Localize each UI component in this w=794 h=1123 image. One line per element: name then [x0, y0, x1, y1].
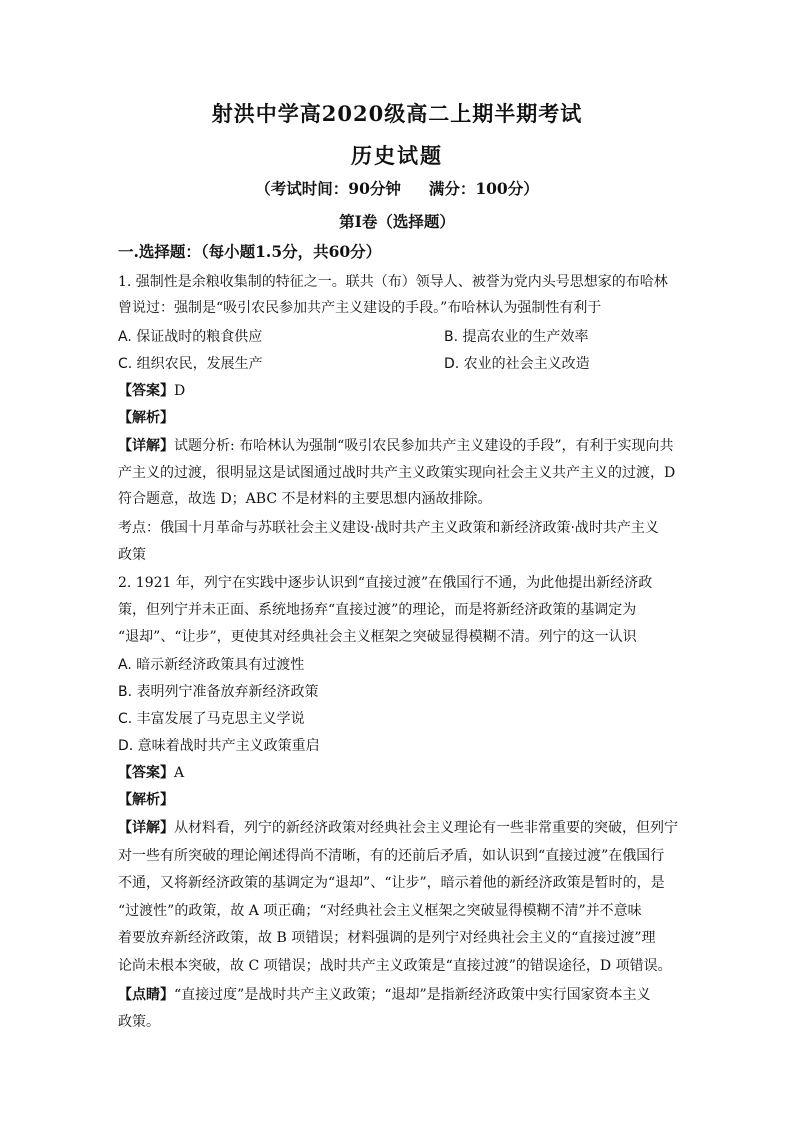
- exam-info: [0, 177, 794, 199]
- q1-stem-line-2: 曾说过：强制是“吸引农民参加共产主义建设的手段。”布哈林认为强制性有利于: [118, 300, 602, 316]
- q1-detail-line-1: 【详解】试题分析: 布哈林认为强制“吸引农民参加共产主义建设的手段”，有利于实现向共: [118, 438, 674, 454]
- q1-detail-line-2: 产主义的过渡，很明显这是试图通过战时共产主义政策实现向社会主义共产主义的过渡，D: [118, 465, 676, 481]
- time-label: （考试时间：90分钟: [255, 179, 401, 198]
- exam-title: 射洪中学高2020级高二上期半期考试: [211, 101, 583, 126]
- q1-point-line-1: 考点：俄国十月革命与苏联社会主义建设·战时共产主义政策和新经济政策·战时共产主义: [118, 520, 659, 536]
- q1-option-d: D. 农业的社会主义改造: [444, 356, 590, 372]
- q1-detail-line-3: 符合题意，故选 D；ABC 不是材料的主要思想内涵故排除。: [118, 491, 492, 507]
- q1-option-c: C. 组织农民，发展生产: [118, 356, 263, 372]
- q2-stem-line-1: 2. 1921 年，列宁在实践中逐步认识到“直接过渡”在俄国行不通，为此他提出新经济政: [118, 575, 653, 591]
- q1-option-b: B. 提高农业的生产效率: [444, 329, 589, 345]
- answer-value: A: [174, 765, 185, 781]
- score-label: 满分：100分）: [428, 179, 539, 198]
- q2-option-d: D. 意味着战时共产主义政策重启: [118, 738, 320, 754]
- q2-answer: [118, 763, 184, 783]
- q2-stem-line-2: 策，但列宁并未正面、系统地扬弃“直接过渡”的理论，而是将新经济政策的基调定为: [118, 602, 637, 618]
- q2-analysis-tag: 【解析】: [118, 792, 174, 808]
- answer-value: D: [174, 383, 186, 399]
- q2-detail-line-1: 【详解】从材料看，列宁的新经济政策对经典社会主义理论有一些非常重要的突破，但列宁: [118, 820, 678, 836]
- q2-note-line-1: 【点睛】“直接过度”是战时共产主义政策；“退却”是指新经济政策中实行国家资本主义: [118, 987, 651, 1003]
- q1-point-line-2: 政策: [118, 547, 146, 563]
- subject-title: 历史试题: [351, 143, 443, 168]
- q2-option-b: B. 表明列宁准备放弃新经济政策: [118, 684, 319, 700]
- q2-note-line-2: 政策。: [118, 1014, 160, 1030]
- part-title: 第Ⅰ卷（选择题）: [339, 212, 455, 231]
- q2-detail-line-3: 不通，又将新经济政策的基调定为“退却”、“让步”，暗示着他的新经济政策是暂时的，是: [118, 875, 665, 891]
- note-tag: 【点睛】: [118, 987, 174, 1003]
- q2-detail-line-6: 论尚未根本突破，故 C 项错误；战时共产主义政策是“直接过渡”的错误途径，D 项错误。: [118, 958, 672, 974]
- q2-detail-line-4: “过渡性”的政策，故 A 项正确；“对经典社会主义框架之突破显得模糊不清”并不意味: [118, 903, 642, 919]
- q2-option-c: C. 丰富发展了马克思主义学说: [118, 711, 305, 727]
- q1-stem-line-1: 1. 强制性是余粮收集制的特征之一。联共（布）领导人、被誉为党内头号思想家的布哈林: [118, 274, 668, 290]
- answer-tag: 【答案】: [118, 383, 174, 399]
- detail-tag: 【详解】: [118, 820, 174, 836]
- q2-detail-line-5: 着要放弃新经济政策，故 B 项错误；材料强调的是列宁对经典社会主义的“直接过渡”理: [118, 930, 656, 946]
- answer-tag: 【答案】: [118, 765, 174, 781]
- q1-answer: [118, 381, 185, 401]
- detail-tag: 【详解】: [118, 438, 174, 454]
- section-title: 一.选择题：（每小题1.5分，共60分）: [118, 242, 382, 261]
- q2-detail-line-2: 对一些有所突破的理论阐述得尚不清晰，有的还前后矛盾，如认识到“直接过渡”在俄国行: [118, 848, 665, 864]
- q2-stem-line-3: “退却”、“让步”，更使其对经典社会主义框架之突破显得模糊不清。列宁的这一认识: [118, 629, 637, 645]
- q2-option-a: A. 暗示新经济政策具有过渡性: [118, 657, 305, 673]
- q1-analysis-tag: 【解析】: [118, 410, 174, 426]
- q1-option-a: A. 保证战时的粮食供应: [118, 329, 263, 345]
